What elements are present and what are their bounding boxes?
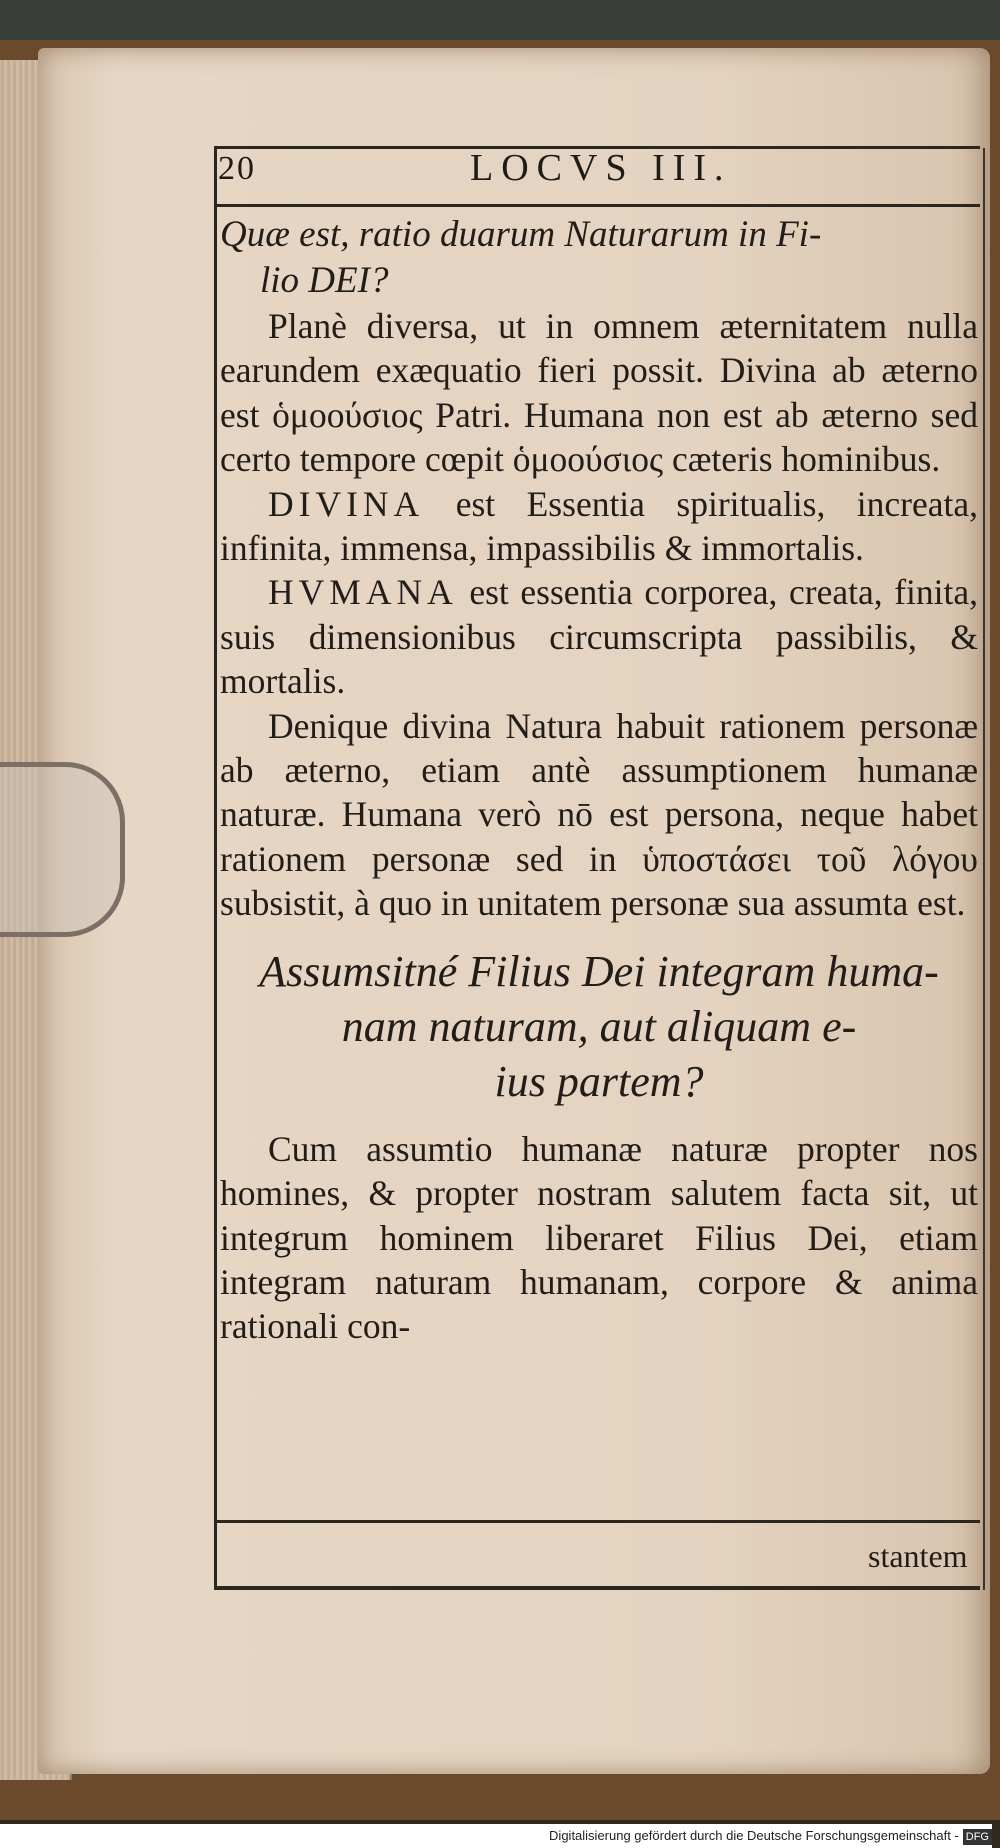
- bookmark-clasp: [0, 762, 125, 937]
- paragraph-5: Cum assumtio humanæ naturæ propter nos homines, & propter nostram salutem facta sit, ut integrum hominem liberaret Filius Dei, etiam integram naturam humanam, corpore & anima rationali con-: [220, 1128, 978, 1347]
- scan-top-border: [0, 0, 1000, 40]
- question-heading-2: [220, 944, 978, 1109]
- question-1-line-1: Quæ est, ratio duarum Naturarum in Fi-: [220, 214, 822, 255]
- page-number: 20: [218, 150, 256, 187]
- paragraph-2-text: est Essentia spiritualis, increata, infinita, immensa, impassibilis & immortalis.: [220, 483, 979, 569]
- footer-rule-bottom: [214, 1586, 980, 1590]
- paragraph-4: Denique divina Natura habuit rationem personæ ab æterno, etiam antè assumptionem humanæ naturæ. Humana verò nō est persona, neque habet rationem personæ sed in ὑποστάσει τοῦ λόγου subsistit, à quo in unitatem personæ sua assumta est.: [220, 705, 978, 924]
- footer-rule-top: [214, 1520, 980, 1523]
- question-2-line-2: nam naturam, aut aliquam e-: [341, 1001, 857, 1051]
- dfg-logo: DFG: [963, 1829, 992, 1845]
- paragraph-3-text: est essentia corporea, creata, finita, suis dimensionibus circumscripta passibilis, & mortalis.: [220, 572, 978, 702]
- paragraph-1: Planè diversa, ut in omnem æternitatem nulla earundem exæquatio fieri possit. Divina ab æterno est ὁμοούσιος Patri. Humana non est ab æterno sed certo tempore cœpit ὁμοούσιος cæteris hominibus.: [220, 306, 978, 480]
- digitization-credit: [0, 1824, 992, 1848]
- question-2-line-3: ius partem?: [494, 1056, 704, 1106]
- question-1-line-2: lio DEI?: [260, 260, 389, 301]
- question-heading-1: [220, 212, 978, 304]
- paragraph-2-lead: DIVINA: [268, 483, 425, 524]
- credit-text: Digitalisierung gefördert durch die Deutsche Forschungsgemeinschaft -: [549, 1828, 959, 1843]
- paragraph-3-lead: HVMANA: [268, 572, 458, 613]
- body-text: [220, 212, 978, 1349]
- question-2-line-1: Assumsitné Filius Dei integram huma-: [259, 946, 939, 996]
- paragraph-2: [220, 482, 978, 571]
- paragraph-3: [220, 570, 978, 703]
- running-title: LOCVS III.: [470, 147, 732, 189]
- catchword: stantem: [868, 1538, 968, 1574]
- header-rule-bottom: [214, 204, 980, 207]
